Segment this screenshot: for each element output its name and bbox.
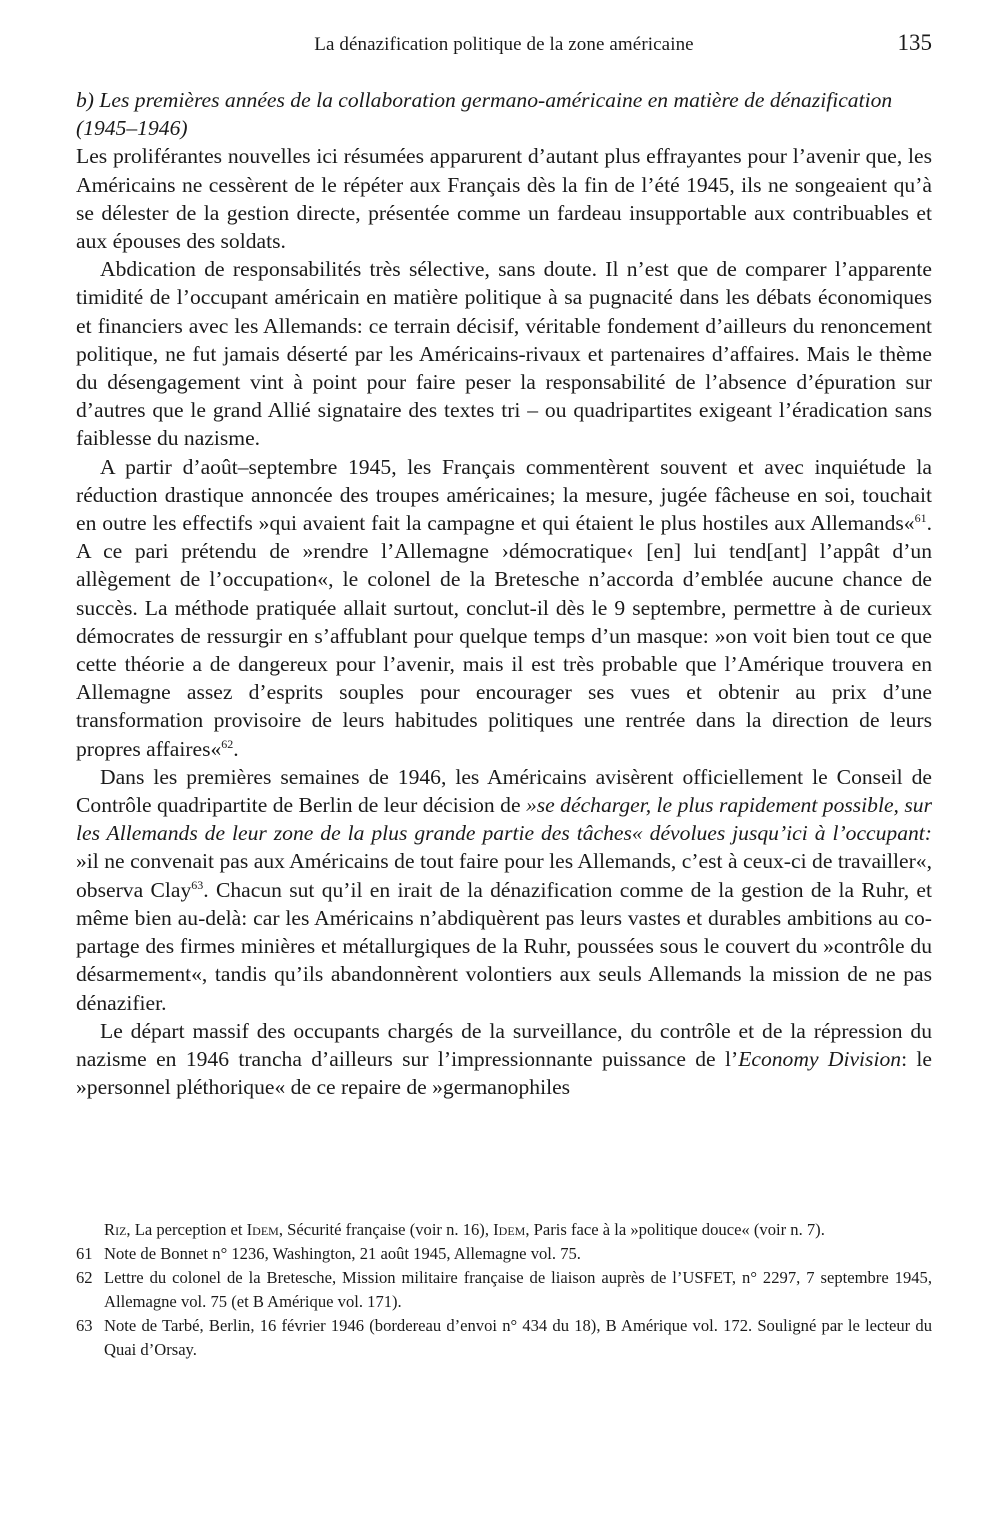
footnote-continuation-text-2: , Sécurité française (voir n. 16), (278, 1220, 494, 1239)
paragraph-3 (76, 453, 932, 763)
running-title: La dénazification politique de la zone américaine (314, 34, 694, 55)
author-idem-2: Idem (493, 1220, 526, 1239)
footnote-63 (76, 1314, 932, 1362)
footnote-62 (76, 1266, 932, 1314)
footnote-62-text: Lettre du colonel de la Bretesche, Mission militaire française de liaison auprès de l’USFET, n° 2297, 7 septembre 1945, Allemagne vol. 75 (et B Amérique vol. 171). (104, 1268, 932, 1311)
paragraph-1: Les proliférantes nouvelles ici résumées apparurent d’autant plus effrayantes pour l’avenir que, les Américains ne cessèrent de le répéter aux Français dès la fin de l’été 1945, ils ne songeaient qu’à se délester de la gestion directe, présentée comme un fardeau insupportable aux contribuables et aux épouses des soldats. (76, 144, 932, 254)
paragraph-4-text-a: Dans les premières semaines de 1946, les Américains avisèrent officiellement le Conseil de Contrôle quadripartite de Berlin de leur décision de (76, 764, 932, 818)
footnote-ref-63[interactable]: 63 (191, 877, 204, 892)
paragraph-3-text-b: . A ce pari prétendu de »rendre l’Allemagne ›démocratique‹ [en] lui tend[ant] l’appât d’un allègement de l’occupation«, le colonel de la Bretesche n’accorda d’emblée aucune chance de succès. La méthode pratiquée allait surtout, conclut-il dès le 9 septembre, permettre à de curieux démocrates de ressurgir en s’affublant pour quelque temps d’un masque: »on voit bien tout ce que cette théorie a de dangereux pour l’avenir, mais il est très probable que l’Amérique trouvera en Allemagne assez d’esprits souples pour encourager ses vues et obtenir au prix d’une transformation provisoire de leurs habitudes politiques une rentrée dans la direction de leurs propres affaires« (76, 511, 932, 761)
paragraph-5-text-b: : le »personnel pléthorique« de ce repaire de »germanophiles (76, 1046, 932, 1100)
footnote-continuation-text-1: , La perception et (126, 1220, 247, 1239)
footnote-ref-62[interactable]: 62 (221, 736, 234, 751)
paragraph-5 (76, 1017, 932, 1102)
footnotes (76, 1218, 932, 1362)
footnote-61-text: Note de Bonnet n° 1236, Washington, 21 août 1945, Allemagne vol. 75. (104, 1244, 581, 1263)
author-riz: Riz (104, 1220, 127, 1239)
page-header (76, 30, 932, 64)
main-text (76, 86, 932, 1101)
footnote-62-number: 62 (76, 1268, 93, 1287)
paragraph-4-text-b: »il ne convenait pas aux Américains de tout faire pour les Allemands, c’est à ceux-ci de travailler«, observa Clay (76, 849, 932, 902)
paragraph-5-text-a: Le départ massif des occupants chargés de la surveillance, du contrôle et de la répression du nazisme en 1946 trancha d’ailleurs sur l’impressionnante puissance de l’ (76, 1018, 932, 1071)
paragraph-5-italic: Economy Division (738, 1046, 902, 1071)
paragraph-4 (76, 763, 932, 1017)
footnote-61 (76, 1242, 932, 1266)
paragraph-4-italic-quote: »se décharger, le plus rapidement possible, sur les Allemands de leur zone de la plus grande partie des tâches« dévolues jusqu’ici à l’occupant: (76, 793, 932, 846)
paragraph-3-text-c: . (233, 736, 239, 761)
footnote-continuation-text-3: , Paris face à la »politique douce« (voir n. 7). (525, 1220, 825, 1239)
paragraph-2: Abdication de responsabilités très sélective, sans doute. Il n’est que de comparer l’apparente timidité de l’occupant américain en matière politique à sa pugnacité dans les débats économiques et financiers avec les Allemands: ce terrain décisif, véritable fondement d’ailleurs du renoncement politique, ne fut jamais déserté par les Américains-rivaux et partenaires d’affaires. Mais le thème du désengagement vint à point pour faire peser la responsabilité de l’absence d’épuration sur d’autres que le grand Allié signataire des textes tri – ou quadripartites exigeant l’éradication sans faiblesse du nazisme. (76, 257, 932, 451)
footnote-ref-61[interactable]: 61 (914, 511, 927, 526)
footnote-63-number: 63 (76, 1316, 93, 1335)
paragraph-3-text-a: A partir d’août–septembre 1945, les Français commentèrent souvent et avec inquiétude la réduction drastique annoncée des troupes américaines; la mesure, jugée fâcheuse en soi, touchait en outre les effectifs »qui avaient fait la campagne et qui étaient le plus hostiles aux Allemands« (76, 454, 932, 536)
footnote-63-text: Note de Tarbé, Berlin, 16 février 1946 (bordereau d’envoi n° 434 du 18), B Amérique vol. 172. Souligné par le lecteur du Quai d’Orsay. (104, 1316, 932, 1359)
footnote-61-number: 61 (76, 1244, 93, 1263)
section-subheading: b) Les premières années de la collaboration germano-américaine en matière de dénazification (1945–1946) (76, 88, 893, 141)
paragraph-4-text-c: . Chacun sut qu’il en irait de la dénazification comme de la gestion de la Ruhr, et même bien au-delà: car les Américains n’abdiquèrent pas leurs vastes et durables ambitions au co-partage des firmes minières et métallurgiques de la Ruhr, poussées sous le couvert du »contrôle du désarmement«, tandis qu’ils abandonnèrent volontiers aux seuls Allemands la mission de ne pas dénazifier. (76, 877, 932, 1015)
page-number: 135 (897, 30, 932, 55)
footnote-continuation (76, 1218, 932, 1242)
author-idem-1: Idem (246, 1220, 279, 1239)
